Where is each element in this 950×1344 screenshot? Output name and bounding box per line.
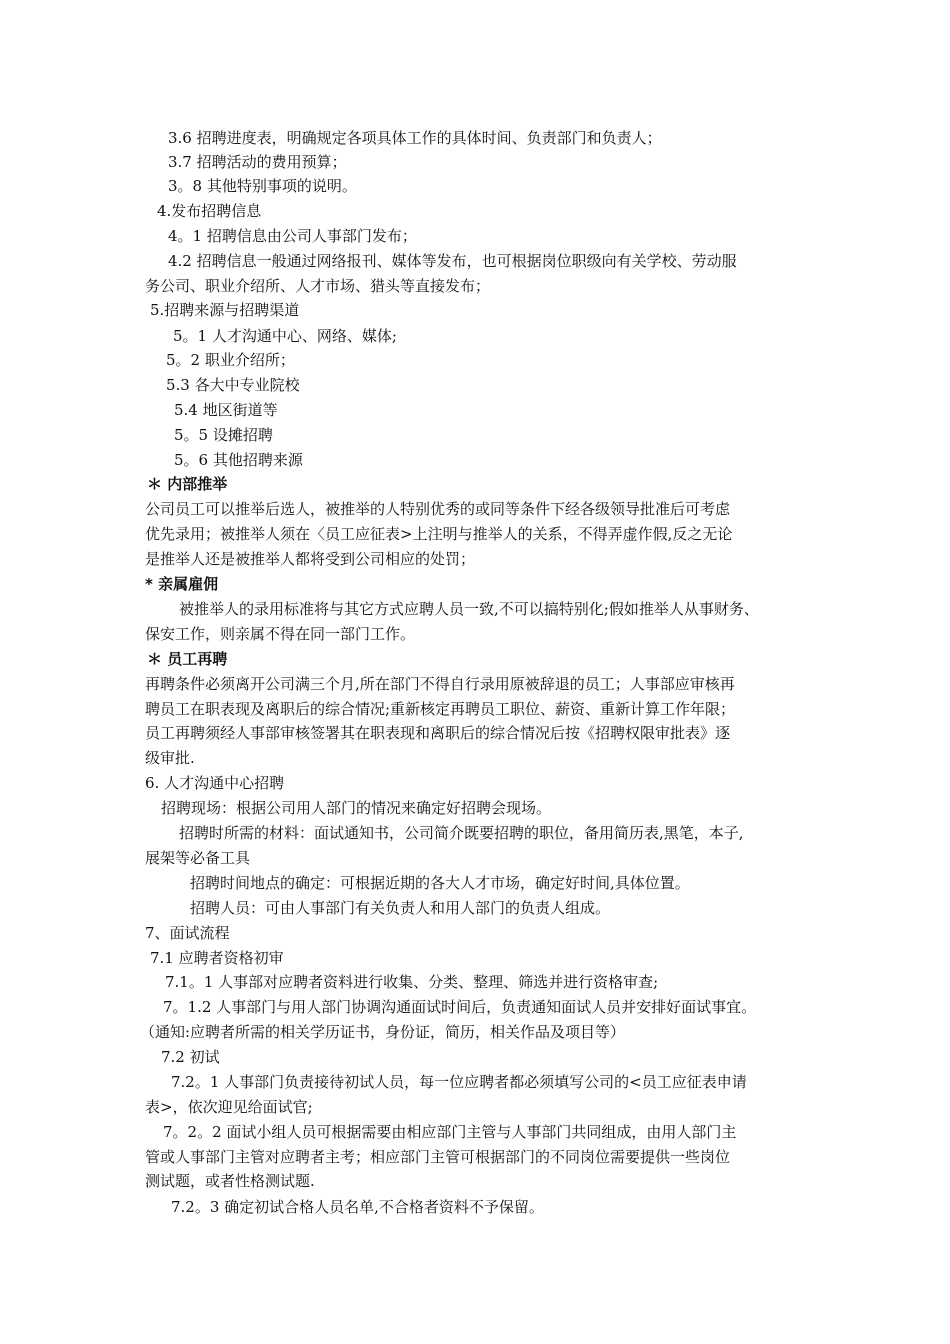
- text-line: 聘员工在职表现及离职后的综合情况;重新核定再聘员工职位、薪资、重新计算工作年限；: [145, 700, 736, 718]
- text-line: 招聘现场：根据公司用人部门的情况来确定好招聘会现场。: [161, 799, 552, 817]
- text-line: 优先录用；被推举人须在〈员工应征表>上注明与推举人的关系，不得弄虚作假,反之无论: [145, 525, 733, 543]
- section-heading: 6. 人才沟通中心招聘: [145, 774, 285, 792]
- text-line: 7。2。2 面试小组人员可根据需要由相应部门主管与人事部门共同组成，由用人部门主: [163, 1123, 737, 1141]
- text-line: 7.1。1 人事部对应聘者资料进行收集、分类、整理、筛选并进行资格审查;: [165, 973, 659, 991]
- text-line: 测试题，或者性格测试题.: [145, 1172, 315, 1190]
- text-line: 7.1 应聘者资格初审: [150, 949, 284, 967]
- text-line: 3。8 其他特别事项的说明。: [168, 177, 357, 195]
- text-line: 再聘条件必须离开公司满三个月,所在部门不得自行录用原被辞退的员工；人事部应审核再: [145, 675, 735, 693]
- text-line: 保安工作，则亲属不得在同一部门工作。: [145, 625, 416, 643]
- subheading-relative-hiring: * 亲属雇佣: [145, 575, 219, 593]
- text-line: 招聘时所需的材料：面试通知书，公司简介既要招聘的职位，备用简历表,黑笔，本子,: [179, 824, 744, 842]
- text-line: 4.2 招聘信息一般通过网络报刊、媒体等发布，也可根据岗位职级向有关学校、劳动服: [168, 252, 737, 270]
- text-line: 7。1.2 人事部门与用人部门协调沟通面试时间后，负责通知面试人员并安排好面试事宜。: [163, 998, 757, 1016]
- text-line: 7.2。3 确定初试合格人员名单,不合格者资料不予保留。: [171, 1198, 544, 1216]
- text-line: 级审批.: [145, 749, 195, 767]
- text-line: 7.2 初试: [161, 1048, 220, 1066]
- text-line: 5.4 地区街道等: [174, 401, 278, 419]
- text-line: 是推举人还是被推举人都将受到公司相应的处罚；: [145, 550, 476, 568]
- text-line: 5。2 职业介绍所；: [166, 351, 295, 369]
- section-heading: 7、面试流程: [145, 924, 230, 942]
- text-line: 招聘时间地点的确定：可根据近期的各大人才市场，确定好时间,具体位置。: [190, 874, 690, 892]
- text-line: 3.6 招聘进度表，明确规定各项具体工作的具体时间、负责部门和负责人；: [168, 129, 662, 147]
- text-line: （通知:应聘者所需的相关学历证书，身份证，简历，相关作品及项目等）: [140, 1023, 626, 1041]
- subheading-rehire: ＊ 员工再聘: [147, 650, 228, 668]
- section-heading: 5.招聘来源与招聘渠道: [150, 301, 300, 319]
- text-line: 招聘人员：可由人事部门有关负责人和用人部门的负责人组成。: [190, 899, 611, 917]
- text-line: 5。1 人才沟通中心、网络、媒体;: [173, 327, 397, 345]
- text-line: 公司员工可以推举后选人，被推举的人特别优秀的或同等条件下经各级领导批准后可考虑: [145, 500, 731, 518]
- text-line: 5.3 各大中专业院校: [166, 376, 300, 394]
- text-line: 展架等必备工具: [145, 849, 251, 867]
- text-line: 被推举人的录用标准将与其它方式应聘人员一致,不可以搞特别化;假如推举人从事财务、: [179, 600, 759, 618]
- text-line: 7.2。1 人事部门负责接待初试人员，每一位应聘者都必须填写公司的<员工应征表申请: [171, 1073, 747, 1091]
- text-line: 管或人事部门主管对应聘者主考；相应部门主管可根据部门的不同岗位需要提供一些岗位: [145, 1148, 731, 1166]
- text-line: 务公司、职业介绍所、人才市场、猎头等直接发布；: [145, 277, 491, 295]
- text-line: 员工再聘须经人事部审核签署其在职表现和离职后的综合情况后按《招聘权限审批表》逐: [145, 724, 731, 742]
- text-line: 3.7 招聘活动的费用预算；: [168, 153, 347, 171]
- text-line: 5。6 其他招聘来源: [174, 451, 303, 469]
- text-line: 表>，依次迎见给面试官;: [145, 1098, 313, 1116]
- text-line: 5。5 设摊招聘: [174, 426, 273, 444]
- subheading-internal-referral: ＊ 内部推举: [147, 475, 228, 493]
- section-heading: 4.发布招聘信息: [157, 202, 262, 220]
- text-line: 4。1 招聘信息由公司人事部门发布；: [168, 227, 417, 245]
